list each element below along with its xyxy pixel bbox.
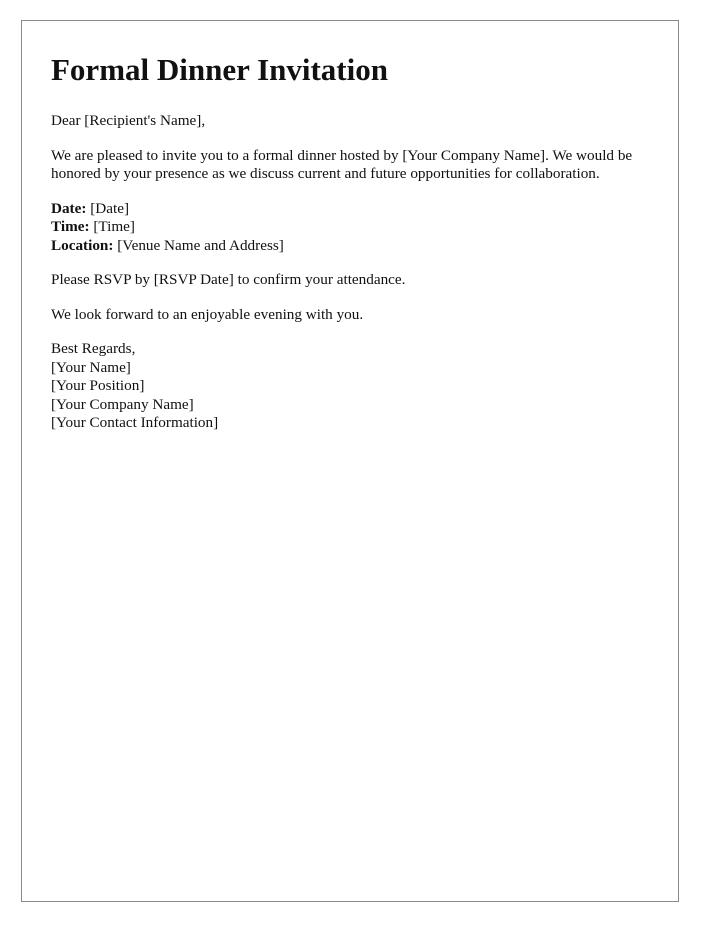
date-value: [Date] (86, 199, 130, 217)
date-line (51, 200, 651, 219)
location-line (51, 237, 651, 256)
letter-page (21, 20, 679, 902)
date-label: Date: (51, 199, 87, 217)
time-label: Time: (51, 218, 90, 235)
time-line (51, 218, 651, 237)
signoff-block (51, 340, 651, 433)
event-details (51, 200, 651, 256)
intro-paragraph: We are pleased to invite you to a formal dinner hosted by [Your Company Name]. We would be honored by your presence as we discuss current and future opportunities for collaboration. (51, 146, 633, 182)
signoff-company: [Your Company Name] (51, 395, 194, 413)
page-title: Formal Dinner Invitation (51, 52, 388, 87)
signoff-name: [Your Name] (51, 358, 131, 376)
letter-content (51, 51, 651, 449)
rsvp-paragraph: Please RSVP by [RSVP Date] to confirm your attendance. (51, 271, 406, 288)
greeting: Dear [Recipient's Name], (51, 112, 206, 129)
time-value: [Time] (89, 218, 135, 235)
location-label: Location: (51, 236, 114, 254)
signoff-position: [Your Position] (51, 377, 145, 394)
signoff-regards: Best Regards, (51, 340, 136, 357)
signoff-contact: [Your Contact Information] (51, 414, 219, 431)
location-value: [Venue Name and Address] (113, 236, 284, 254)
closing-paragraph: We look forward to an enjoyable evening with you. (51, 305, 364, 323)
